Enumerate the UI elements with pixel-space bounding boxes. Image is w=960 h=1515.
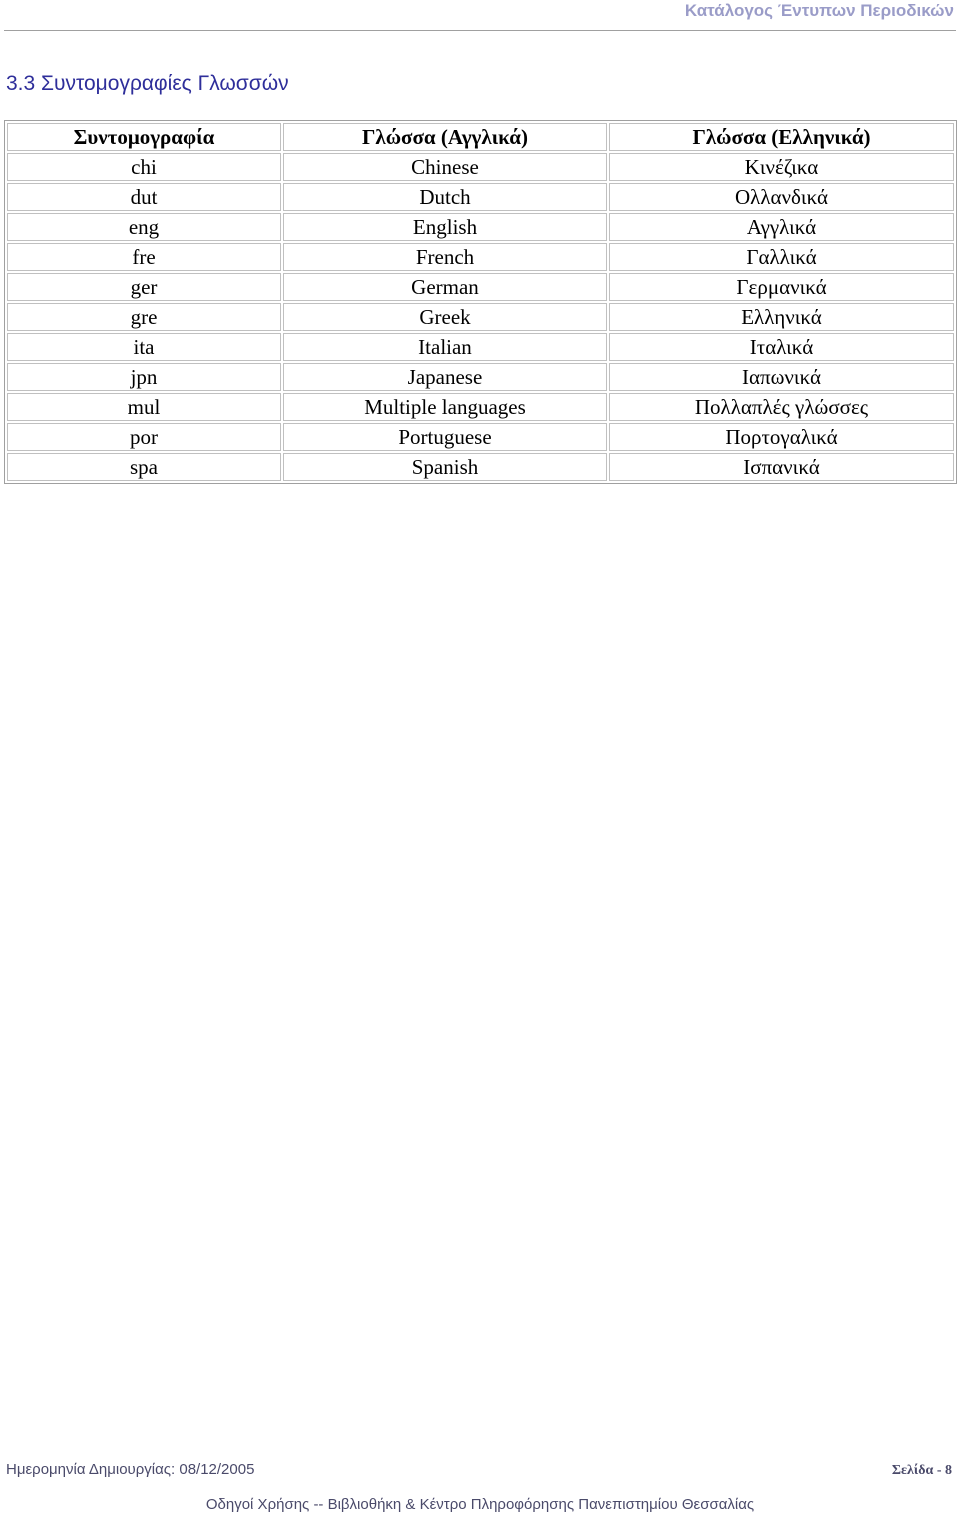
cell-language-english: Japanese xyxy=(283,363,607,391)
section-heading: 3.3 Συντομογραφίες Γλωσσών xyxy=(6,72,289,95)
cell-language-english: Multiple languages xyxy=(283,393,607,421)
cell-language-greek: Αγγλικά xyxy=(609,213,954,241)
cell-language-english: German xyxy=(283,273,607,301)
cell-abbreviation: chi xyxy=(7,153,281,181)
cell-language-english: Chinese xyxy=(283,153,607,181)
cell-language-greek: Ολλανδικά xyxy=(609,183,954,211)
cell-language-english: Dutch xyxy=(283,183,607,211)
cell-abbreviation: por xyxy=(7,423,281,451)
footer-creation-date: Ημερομηνία Δημιουργίας: 08/12/2005 xyxy=(6,1461,255,1478)
cell-abbreviation: dut xyxy=(7,183,281,211)
footer-credit: Οδηγοί Χρήσης -- Βιβλιοθήκη & Κέντρο Πληροφόρησης Πανεπιστημίου Θεσσαλίας xyxy=(205,1496,755,1513)
cell-abbreviation: gre xyxy=(7,303,281,331)
cell-language-greek: Ισπανικά xyxy=(609,453,954,481)
cell-language-greek: Πορτογαλικά xyxy=(609,423,954,451)
table-header-row xyxy=(7,123,954,151)
table-row xyxy=(7,453,954,481)
table-row xyxy=(7,393,954,421)
cell-language-greek: Γαλλικά xyxy=(609,243,954,271)
footer-page-number: Σελίδα - 8 xyxy=(891,1463,952,1478)
header-divider xyxy=(4,30,956,31)
cell-abbreviation: ger xyxy=(7,273,281,301)
table-row xyxy=(7,303,954,331)
table-row xyxy=(7,153,954,181)
cell-language-english: Italian xyxy=(283,333,607,361)
cell-language-english: Portuguese xyxy=(283,423,607,451)
table-row xyxy=(7,183,954,211)
table-row xyxy=(7,213,954,241)
table-row xyxy=(7,243,954,271)
header-language-greek: Γλώσσα (Ελληνικά) xyxy=(609,123,954,151)
cell-language-greek: Ιαπωνικά xyxy=(609,363,954,391)
cell-abbreviation: spa xyxy=(7,453,281,481)
cell-abbreviation: mul xyxy=(7,393,281,421)
cell-language-english: French xyxy=(283,243,607,271)
cell-language-english: Greek xyxy=(283,303,607,331)
table-row xyxy=(7,273,954,301)
cell-language-english: English xyxy=(283,213,607,241)
cell-abbreviation: eng xyxy=(7,213,281,241)
cell-language-greek: Ιταλικά xyxy=(609,333,954,361)
cell-language-english: Spanish xyxy=(283,453,607,481)
table-row xyxy=(7,363,954,391)
running-header: Κατάλογος Έντυπων Περιοδικών xyxy=(684,1,954,20)
cell-abbreviation: ita xyxy=(7,333,281,361)
cell-language-greek: Πολλαπλές γλώσσες xyxy=(609,393,954,421)
language-abbreviations-table xyxy=(4,120,957,484)
cell-abbreviation: jpn xyxy=(7,363,281,391)
header-language-english: Γλώσσα (Αγγλικά) xyxy=(283,123,607,151)
table-row xyxy=(7,333,954,361)
cell-abbreviation: fre xyxy=(7,243,281,271)
cell-language-greek: Γερμανικά xyxy=(609,273,954,301)
header-abbreviation: Συντομογραφία xyxy=(7,123,281,151)
cell-language-greek: Κινέζικα xyxy=(609,153,954,181)
cell-language-greek: Ελληνικά xyxy=(609,303,954,331)
table-row xyxy=(7,423,954,451)
